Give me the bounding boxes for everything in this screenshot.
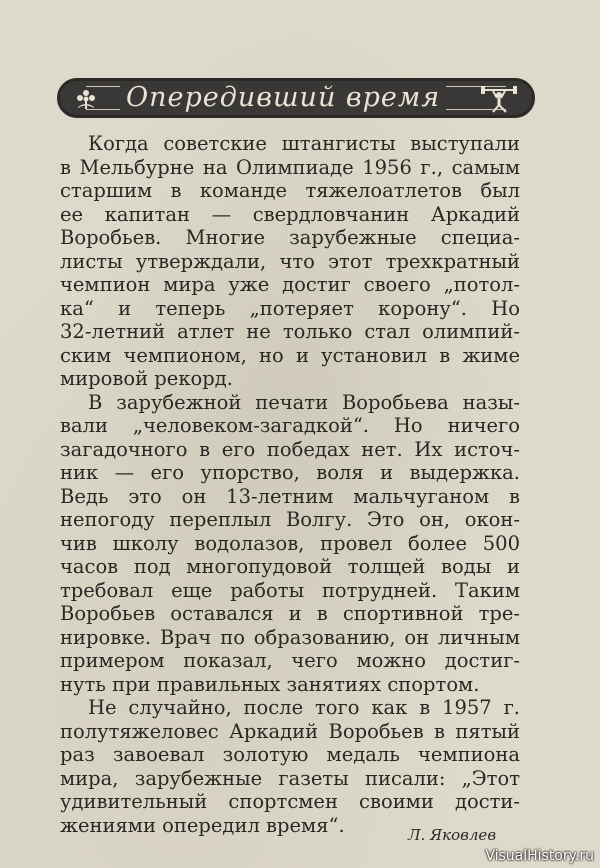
article-line: жениями опередил время“. [60, 813, 345, 837]
article-line: Ведь это он 13-летним мальчуганом в [60, 484, 520, 508]
site-watermark: VisualHistory.ru [485, 848, 594, 864]
article-line: ским чемпионом, но и установил в жиме [60, 343, 520, 367]
article-line: в Мельбурне на Олимпиаде 1956 г., самым [60, 155, 520, 179]
article-line: Воробьев. Многие зарубежные специа- [60, 226, 520, 249]
article-line: ка“ и теперь „потеряет корону“. Но [60, 296, 520, 320]
article-line: нуть при правильных занятиях спортом. [60, 672, 480, 696]
article-line: часов под многопудовой толщей воды и [60, 555, 520, 578]
article-line: старшим в команде тяжелоатлетов был [60, 179, 520, 202]
article-line: 32-летний атлет не только стал олимпий- [60, 320, 520, 343]
article-line: чемпион мира уже достиг своего „потол- [60, 273, 520, 296]
article-line: Когда советские штангисты выступали [88, 132, 520, 155]
article-line: непогоду переплыл Волгу. Это он, окон- [60, 508, 520, 531]
article-line: вали „человеком-загадкой“. Но ничего [60, 414, 520, 437]
article-line: чив школу водолазов, провел более 500 [60, 531, 520, 555]
article-title: Опередивший время [120, 82, 446, 113]
article-line: нировке. Врач по образованию, он личным [60, 625, 520, 649]
article-line: раз завоевал золотую медаль чемпиона [60, 743, 520, 766]
article-body [60, 132, 520, 837]
article-line: листы утверждали, что этот трехкратный [60, 249, 520, 273]
article-line: мировой рекорд. [60, 367, 233, 390]
author-signature: Л. Яковлев [408, 826, 497, 844]
article-line: загадочного в его победах нет. Их источ- [60, 437, 520, 461]
article-line: полутяжеловес Аркадий Воробьев в пятый [60, 719, 520, 743]
article-line: ее капитан — свердловчанин Аркадий [60, 202, 520, 226]
article-line: Не случайно, после того как в 1957 г. [88, 696, 520, 719]
article-line: ник — его упорство, воля и выдержка. [60, 461, 520, 484]
article-line: требовал еще работы потрудней. Таким [60, 578, 520, 602]
article-line: В зарубежной печати Воробьева назы- [88, 390, 520, 414]
weightlifter-icon [480, 85, 518, 113]
title-banner [57, 78, 535, 118]
article-line: удивительный спортсмен своими дости- [60, 790, 520, 813]
article-line: Воробьев оставался и в спортивной тре- [60, 602, 520, 625]
article-line: примером показал, чего можно достиг- [60, 649, 520, 672]
article-line: мира, зарубежные газеты писали: „Этот [60, 766, 520, 790]
floral-ornament-icon [72, 87, 100, 111]
